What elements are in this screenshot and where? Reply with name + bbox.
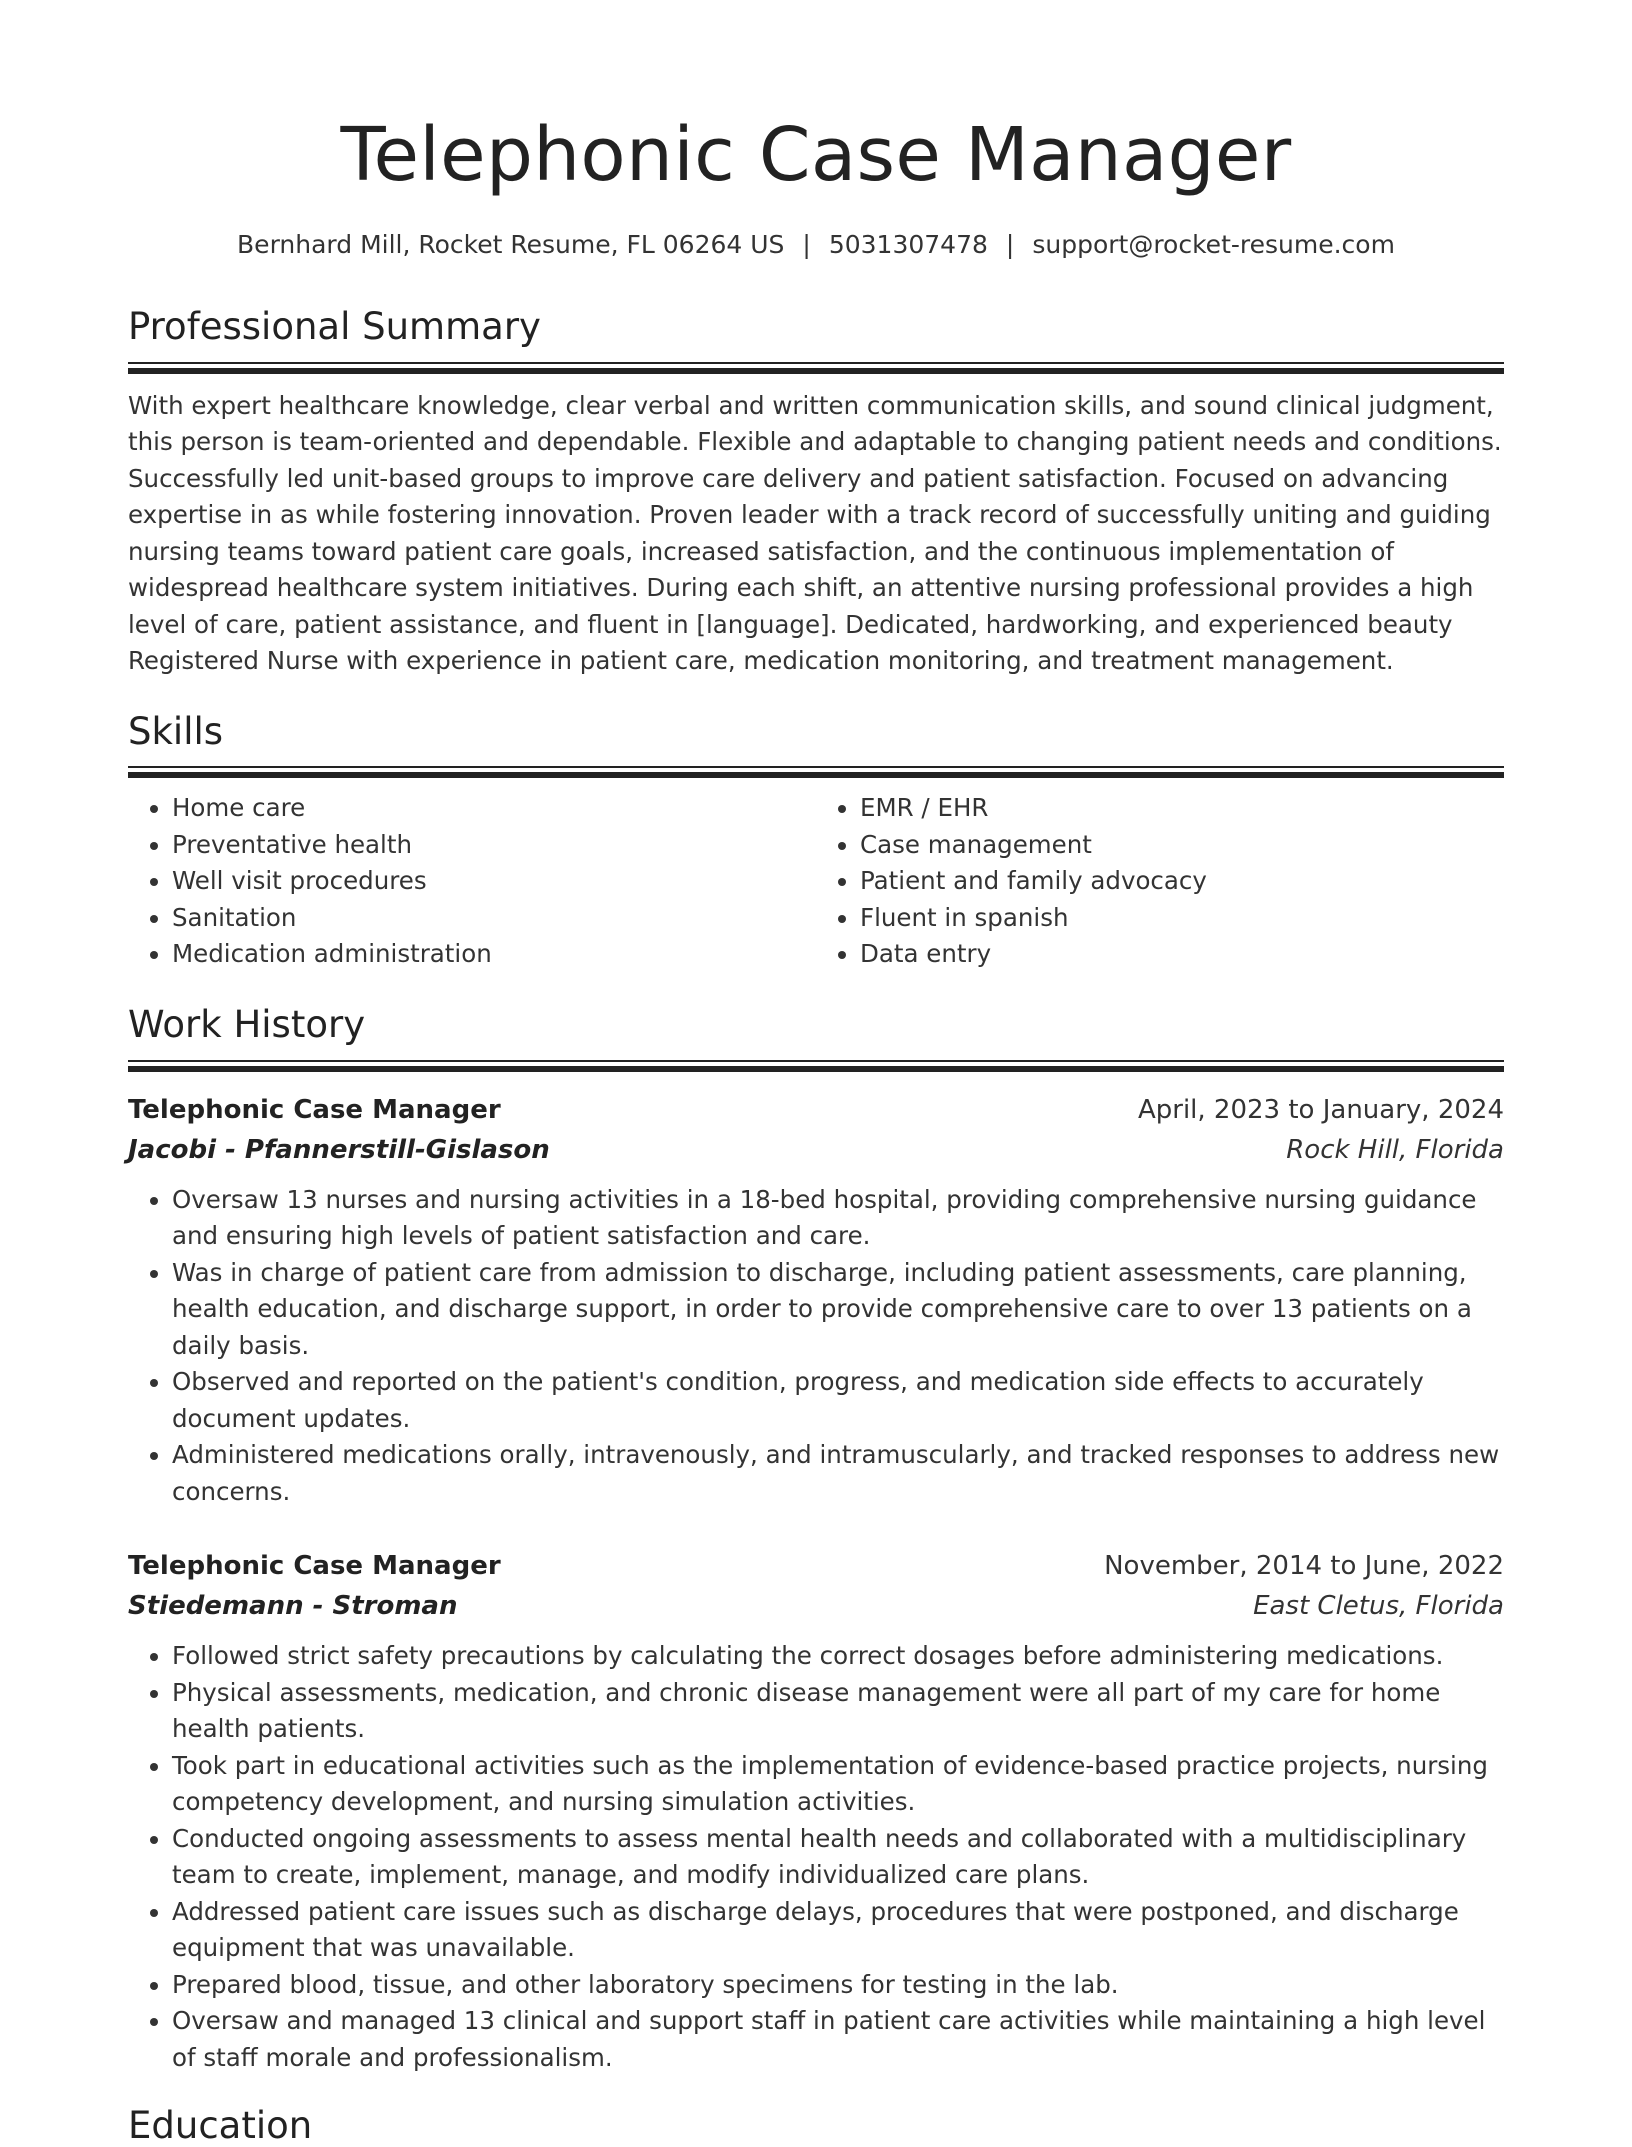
job-duty: • Took part in educational activities such as the implementation of evidence-based practice projects, nursing competency development, and nursing simulation activities. — [172, 1748, 1504, 1821]
job-duty: • Oversaw and managed 13 clinical and support staff in patient care activities while maintaining a high level of staff morale and professionalism. — [172, 2003, 1504, 2076]
resume-title: Telephonic Case Manager — [340, 112, 1292, 198]
job-company: Jacobi - Pfannerstill-Gislason — [128, 1134, 550, 1165]
job-duty: • Physical assessments, medication, and chronic disease management were all part of my care for home health patients. — [172, 1675, 1504, 1748]
job-dates: April, 2023 to January, 2024 — [1137, 1094, 1504, 1125]
job-location: East Cletus, Florida — [1253, 1591, 1504, 1622]
job-duty: • Oversaw 13 nurses and nursing activities in a 18-bed hospital, providing comprehensive nursing guidance and ensuring high levels of patient satisfaction and care. — [172, 1182, 1504, 1255]
job-duty: • Followed strict safety precautions by calculating the correct dosages before administering medications. — [172, 1638, 1504, 1675]
job-header-row — [128, 1090, 1504, 1130]
contact-phone: 5031307478 — [828, 230, 988, 259]
job-duties-list — [128, 1638, 1504, 2076]
job-duty: • Prepared blood, tissue, and other laboratory specimens for testing in the lab. — [172, 1967, 1504, 2004]
section-divider — [128, 1060, 1504, 1072]
skill-item: • Preventative health — [172, 827, 816, 864]
job-header-row — [128, 1546, 1504, 1586]
skills-column-right — [816, 790, 1504, 973]
section-heading-education: Education — [128, 2104, 313, 2147]
education-section — [128, 2106, 1504, 2147]
skill-item: • Data entry — [860, 936, 1504, 973]
contact-email: support@rocket-resume.com — [1032, 230, 1395, 259]
summary-text: With expert healthcare knowledge, clear verbal and written communication skills, and sound clinical judgment, this person is team-oriented and dependable. Flexible and adaptable to changing patient needs and conditions. Successfully led unit-based groups to improve care delivery and patient satisfaction. Focused on advancing expertise in as while fostering innovation. Proven leader with a track record of successfully uniting and guiding nursing teams toward patient care goals, increased satisfaction, and the continuous implementation of widespread healthcare system initiatives. During each shift, an attentive nursing professional provides a high level of care, patient assistance, and fluent in [language]. Dedicated, hardworking, and experienced beauty Registered Nurse with experience in patient care, medication monitoring, and treatment management. — [128, 390, 1502, 676]
resume-content — [128, 112, 1504, 2147]
contact-separator: | — [802, 230, 811, 259]
section-heading-summary: Professional Summary — [128, 305, 541, 348]
section-divider — [128, 766, 1504, 778]
section-heading-work-history: Work History — [128, 1002, 366, 1046]
job-dates: November, 2014 to June, 2022 — [1104, 1551, 1504, 1582]
job-company-row — [128, 1586, 1504, 1626]
skill-item: • Patient and family advocacy — [860, 863, 1504, 900]
skill-item: • EMR / EHR — [860, 790, 1504, 827]
job-duty: • Administered medications orally, intravenously, and intramuscularly, and tracked responses to address new concerns. — [172, 1437, 1504, 1510]
section-heading-skills: Skills — [128, 709, 224, 753]
skill-item: • Case management — [860, 827, 1504, 864]
skill-item: • Home care — [172, 790, 816, 827]
summary-section — [128, 307, 1504, 680]
skill-item: • Sanitation — [172, 900, 816, 937]
job-title: Telephonic Case Manager — [128, 1094, 501, 1125]
contact-address: Bernhard Mill, Rocket Resume, FL 06264 US — [237, 230, 785, 259]
skill-item: • Well visit procedures — [172, 863, 816, 900]
section-divider — [128, 362, 1504, 374]
skills-grid — [128, 790, 1504, 973]
job-title: Telephonic Case Manager — [128, 1551, 501, 1582]
job-company-row — [128, 1130, 1504, 1170]
skill-item: • Fluent in spanish — [860, 900, 1504, 937]
skills-list-left — [128, 790, 816, 973]
job-location: Rock Hill, Florida — [1286, 1134, 1504, 1165]
work-history-section — [128, 1002, 1504, 2076]
job-duty: • Was in charge of patient care from admission to discharge, including patient assessments, care planning, health education, and discharge support, in order to provide comprehensive care to over 13 patients on a daily basis. — [172, 1255, 1504, 1365]
job-duty: • Conducted ongoing assessments to assess mental health needs and collaborated with a multidisciplinary team to create, implement, manage, and modify individualized care plans. — [172, 1821, 1504, 1894]
job-company: Stiedemann - Stroman — [128, 1591, 458, 1622]
skills-list-right — [816, 790, 1504, 973]
skills-section — [128, 709, 1504, 973]
contact-line — [128, 230, 1504, 259]
job-duties-list — [128, 1182, 1504, 1511]
job-duty: • Addressed patient care issues such as discharge delays, procedures that were postponed, and discharge equipment that was unavailable. — [172, 1894, 1504, 1967]
job-entry — [128, 1546, 1504, 2076]
contact-separator: | — [1005, 230, 1015, 259]
skills-column-left — [128, 790, 816, 973]
skill-item: • Medication administration — [172, 936, 816, 973]
job-duty: • Observed and reported on the patient's condition, progress, and medication side effects to accurately document updates. — [172, 1364, 1504, 1437]
job-entry — [128, 1090, 1504, 1511]
